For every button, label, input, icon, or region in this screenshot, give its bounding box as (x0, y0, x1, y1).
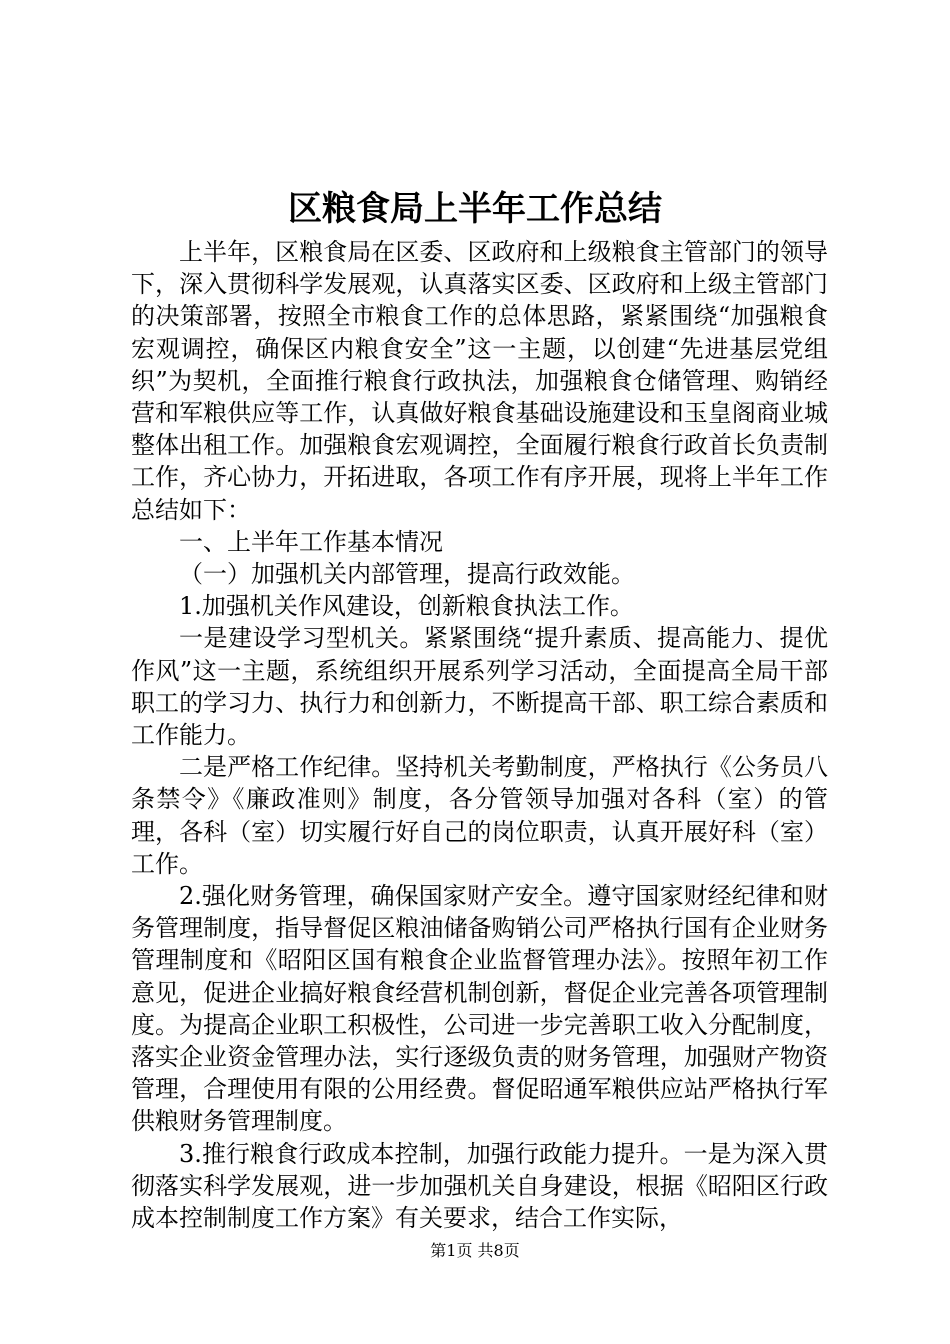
subsection-heading-1: （一）加强机关内部管理，提高行政效能。 (179, 560, 635, 589)
document-title: 区粮食局上半年工作总结 (288, 189, 662, 229)
paragraph-discipline: 二是严格工作纪律。坚持机关考勤制度，严格执行《公务员八条禁令》《廉政准则》制度，各分管领导加强对各科（室）的管理，各科（室）切实履行好自己的岗位职责，认真开展好科（室）工作。 (131, 753, 828, 878)
document-body (131, 236, 828, 1234)
item-heading-1: 1.加强机关作风建设，创新粮食执法工作。 (179, 592, 634, 621)
paragraph-finance: 2.强化财务管理，确保国家财产安全。遵守国家财经纪律和财务管理制度，指导督促区粮油储备购销公司严格执行国有企业财务管理制度和《昭阳区国有粮食企业监督管理办法》。按照年初工作意见，促进企业搞好粮食经营机制创新，督促企业完善各项管理制度。为提高企业职工积极性，公司进一步完善职工收入分配制度，落实企业资金管理办法，实行逐级负责的财务管理，加强财产物资管理，合理使用有限的公用经费。督促昭通军粮供应站严格执行军供粮财务管理制度。 (131, 882, 828, 1136)
paragraph-cost-control: 3.推行粮食行政成本控制，加强行政能力提升。一是为深入贯彻落实科学发展观，进一步加强机关自身建设，根据《昭阳区行政成本控制制度工作方案》有关要求，结合工作实际， (131, 1139, 828, 1233)
page-number-footer: 第1页 共8页 (430, 1241, 520, 1260)
paragraph-intro: 上半年，区粮食局在区委、区政府和上级粮食主管部门的领导下，深入贯彻科学发展观，认真落实区委、区政府和上级主管部门的决策部署，按照全市粮食工作的总体思路，紧紧围绕“加强粮食宏观调控，确保区内粮食安全”这一主题，以创建“先进基层党组织”为契机，全面推行粮食行政执法，加强粮食仓储管理、购销经营和军粮供应等工作，认真做好粮食基础设施建设和玉皇阁商业城整体出租工作。加强粮食宏观调控，全面履行粮食行政首长负责制工作，齐心协力，开拓进取，各项工作有序开展，现将上半年工作总结如下： (131, 238, 828, 524)
section-heading-1: 一、上半年工作基本情况 (179, 527, 443, 556)
paragraph-learning: 一是建设学习型机关。紧紧围绕“提升素质、提高能力、提优作风”这一主题，系统组织开展系列学习活动，全面提高全局干部职工的学习力、执行力和创新力，不断提高干部、职工综合素质和工作能力。 (131, 624, 828, 750)
